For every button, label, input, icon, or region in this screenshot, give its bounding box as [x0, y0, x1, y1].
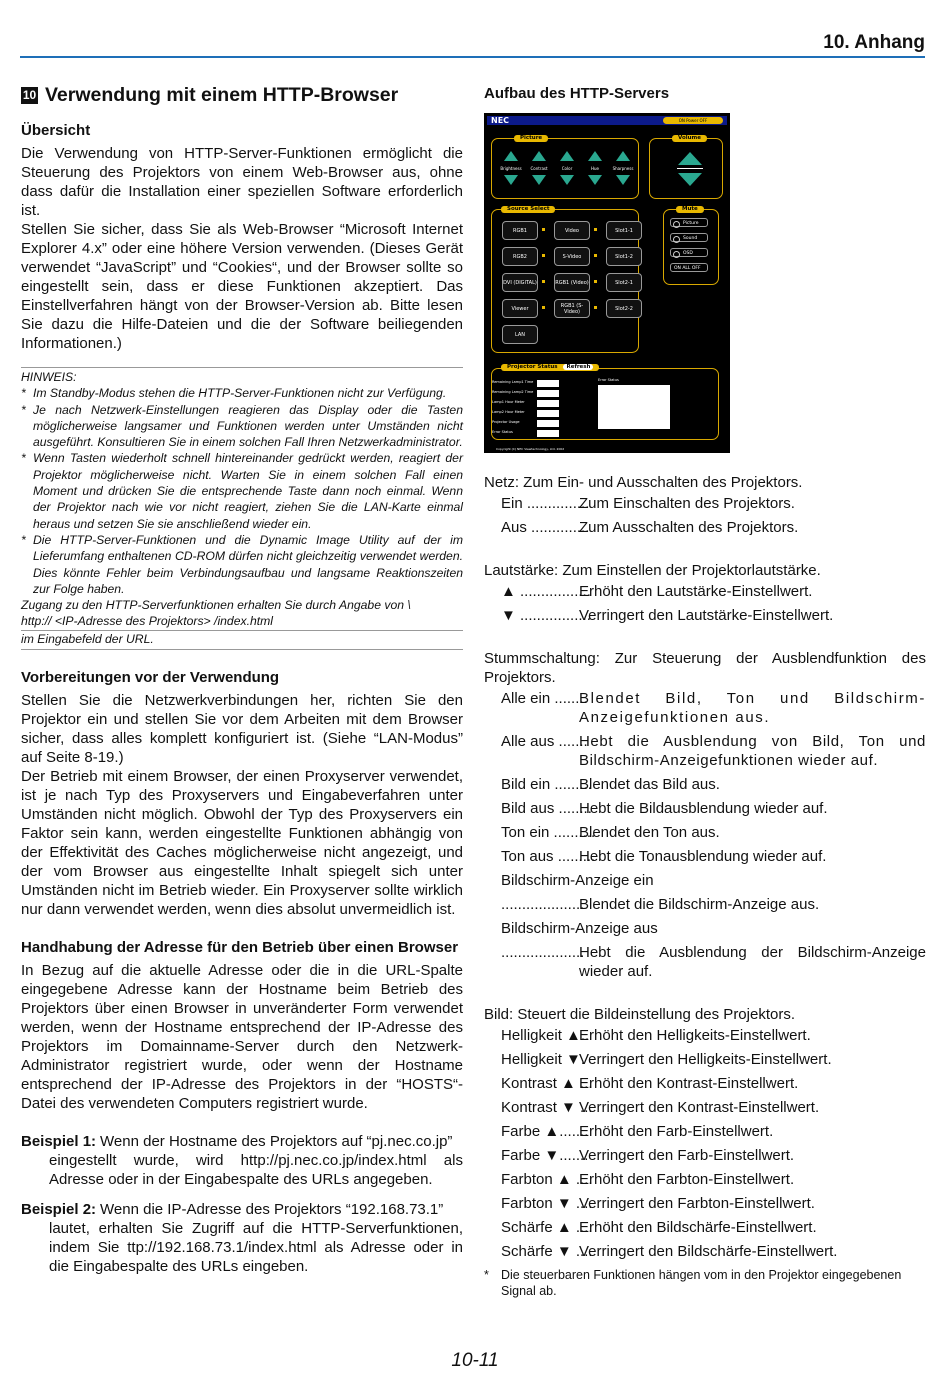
- picture-down-icon[interactable]: [588, 175, 602, 185]
- source-button[interactable]: DVI (DIGITAL): [502, 273, 538, 292]
- server-heading: Aufbau des HTTP-Servers: [484, 85, 670, 102]
- volume-up-icon[interactable]: [678, 152, 702, 165]
- mute-intro: Stummschaltung: Zur Steuerung der Ausblendfunktion des Projektors.: [484, 650, 926, 686]
- volume-block: [484, 561, 926, 625]
- source-button[interactable]: S-Video: [554, 247, 590, 266]
- picture-up-icon[interactable]: [560, 151, 574, 161]
- source-button[interactable]: RGB1 (Video): [554, 273, 590, 292]
- status-row: Error Status: [492, 430, 562, 438]
- picture-row: Farbton ▼ .... Verringert den Farbton-Einstellwert.: [501, 1195, 815, 1212]
- status-tag: Projector Status Refresh: [501, 364, 599, 371]
- picture-control-label: Contrast: [530, 166, 548, 171]
- source-button[interactable]: Viewer: [502, 299, 538, 318]
- example-2: [21, 1200, 463, 1219]
- status-row: Projector Usage: [492, 420, 562, 428]
- mute-button[interactable]: Picture: [670, 218, 708, 227]
- osd-off-label: Bildschirm-Anzeige aus: [501, 920, 658, 937]
- picture-block: [484, 1005, 926, 1299]
- example-2-text: lautet, erhalten Sie Zugriff auf die HTTP-Serverfunktionen, indem Sie ttp://192.168.73.1/index.html als Adresse oder in die Eingabespalte des URLs eingeben.: [49, 1220, 463, 1276]
- source-button[interactable]: RGB1: [502, 221, 538, 240]
- picture-row: Helligkeit ▼. Verringert den Helligkeits-Einstellwert.: [501, 1051, 832, 1068]
- picture-up-icon[interactable]: [588, 151, 602, 161]
- nec-logo: NEC: [491, 116, 510, 125]
- section-title-text: Verwendung mit einem HTTP-Browser: [45, 84, 399, 106]
- source-indicator: [594, 254, 597, 257]
- example-2-label: Beispiel 2:: [21, 1201, 97, 1219]
- net-intro: Netz: Zum Ein- und Ausschalten des Projektors.: [484, 474, 803, 491]
- volume-down-icon[interactable]: [678, 173, 702, 186]
- address-heading: Handhabung der Adresse für den Betrieb über einen Browser: [21, 939, 459, 957]
- source-indicator: [542, 254, 545, 257]
- status-field: [537, 410, 559, 417]
- note-access-line-1: Zugang zu den HTTP-Serverfunktionen erhalten Sie durch Angabe von \: [21, 598, 411, 613]
- example-2-line: Wenn die IP-Adresse des Projektors “192.168.73.1”: [100, 1201, 444, 1219]
- overview-para-1: Die Verwendung von HTTP-Server-Funktionen ermöglicht die Steuerung des Projektors von einem Web-Browser aus, ohne dass dafür die Installation einer speziellen Software erforderlich ist.: [21, 145, 463, 219]
- source-button[interactable]: Slot1-1: [606, 221, 642, 240]
- right-column: [484, 84, 926, 1299]
- picture-control-label: Brightness: [500, 166, 522, 171]
- net-row: Ein ............... Zum Einschalten des Projektors.: [501, 495, 795, 512]
- mute-row: Bild aus ........ Hebt die Bildausblendung wieder auf.: [501, 800, 828, 817]
- chapter-title: 10. Anhang: [823, 32, 925, 53]
- source-button[interactable]: Slot2-2: [606, 299, 642, 318]
- source-button[interactable]: Slot1-2: [606, 247, 642, 266]
- note-item: * Wenn Tasten wiederholt schnell hintereinander gedrückt werden, reagiert der Projektor möglicherweise nicht. Warten Sie in einem solchen Fall einen Moment und drücken Sie die entsprechende Taste dann noch einmal. Wenn der Projektor nach wie vor nicht reagiert, ziehen Sie die LAN-Karte einmal heraus und setzen Sie sie anschließend wieder ein.: [21, 451, 463, 531]
- status-field: [537, 430, 559, 437]
- picture-down-icon[interactable]: [616, 175, 630, 185]
- status-row: Lamp1 Hour Meter: [492, 400, 562, 408]
- picture-intro: Bild: Steuert die Bildeinstellung des Projektors.: [484, 1006, 796, 1023]
- prep-para-1: Stellen Sie die Netzwerkverbindungen her, richten Sie den Projektor ein und stellen Sie vor dem Arbeiten mit dem Browser sicher, dass alles komplett konfiguriert ist. (Siehe “LAN-Modus” auf Seite 8-19.): [21, 692, 463, 767]
- note-box: [21, 367, 463, 650]
- mute-row: Ton ein .......... Blendet den Ton aus.: [501, 824, 720, 841]
- radio-icon: [673, 236, 680, 243]
- example-1-label: Beispiel 1:: [21, 1133, 97, 1151]
- source-indicator: [594, 306, 597, 309]
- picture-down-icon[interactable]: [560, 175, 574, 185]
- note-item: * Im Standby-Modus stehen die HTTP-Server-Funktionen nicht zur Verfügung.: [21, 386, 447, 401]
- mute-button[interactable]: OSD: [670, 248, 708, 257]
- source-indicator: [594, 280, 597, 283]
- net-block: [484, 473, 926, 537]
- picture-down-icon[interactable]: [532, 175, 546, 185]
- volume-tag: Volume: [672, 135, 707, 142]
- mute-row: Alle aus ....... Hebt die Ausblendung von Bild, Ton und Bildschirm-Anzeigefunktionen wieder auf.: [501, 733, 926, 769]
- source-button[interactable]: Video: [554, 221, 590, 240]
- picture-control-label: Sharpness: [612, 166, 634, 171]
- volume-row: ▼ ................. Verringert den Lautstärke-Einstellwert.: [501, 607, 834, 624]
- mute-tag: Mute: [676, 206, 704, 213]
- mute-all-toggle[interactable]: ON ALL OFF: [670, 263, 708, 272]
- mute-row: .................... Hebt die Ausblendung der Bildschirm-Anzeige wieder auf.: [501, 944, 926, 980]
- picture-row: Farbe ▲....... Erhöht den Farb-Einstellwert.: [501, 1123, 774, 1140]
- picture-row: Schärfe ▼ .... Verringert den Bildschärfe-Einstellwert.: [501, 1243, 838, 1260]
- status-row: Remaining Lamp2 Time: [492, 390, 562, 398]
- source-button[interactable]: Slot2-1: [606, 273, 642, 292]
- picture-row: Kontrast ▼ ... Verringert den Kontrast-Einstellwert.: [501, 1099, 820, 1116]
- mute-row: .................... Blendet die Bildschirm-Anzeige aus.: [501, 896, 820, 913]
- example-1-text: eingestellt wurde, wird http://pj.nec.co.jp/index.html als Adresse oder in der Eingabespalte des URLs angegeben.: [49, 1152, 463, 1189]
- source-button[interactable]: RGB1 (S-Video): [554, 299, 590, 318]
- note-access-line-3: im Eingabefeld der URL.: [21, 630, 463, 647]
- picture-down-icon[interactable]: [504, 175, 518, 185]
- picture-row: Kontrast ▲ ... Erhöht den Kontrast-Einstellwert.: [501, 1075, 799, 1092]
- error-status-label: Error Status: [598, 378, 619, 382]
- source-button[interactable]: RGB2: [502, 247, 538, 266]
- panel-copyright: Copyright (C) NEC Viewtechnology, Ltd. 2002: [496, 447, 565, 451]
- picture-up-icon[interactable]: [504, 151, 518, 161]
- panel-titlebar: [487, 116, 727, 125]
- picture-up-icon[interactable]: [532, 151, 546, 161]
- mute-button[interactable]: Sound: [670, 233, 708, 242]
- picture-row: Schärfe ▲ .... Erhöht den Bildschärfe-Einstellwert.: [501, 1219, 817, 1236]
- status-row: Remaining Lamp1 Time: [492, 380, 562, 388]
- mute-row: Bild ein ......... Blendet das Bild aus.: [501, 776, 720, 793]
- status-row: Lamp2 Hour Meter: [492, 410, 562, 418]
- source-indicator: [542, 306, 545, 309]
- osd-on-label: Bildschirm-Anzeige ein: [501, 872, 654, 889]
- http-server-screenshot: [484, 113, 730, 453]
- prep-para-2: Der Betrieb mit einem Browser, der einen Proxyserver verwendet, ist je nach Typ des Proxyservers und Eingabeverfahren unter Umständen nicht möglich. Obwohl der Typ des Proxyservers ein Faktor sein kann, werden eingestellte Funktionen abhängig von der Effektivität des Caches möglicherweise nicht angezeigt, und der vom Browser aus eingestellte Inhalt spiegelt sich unter Umständen nicht im Betrieb wieder. Ein Proxyserver sollte wirklich nur dann verwendet werden, wenn dies absolut unvermeidlich ist.: [21, 768, 463, 919]
- left-column: [21, 84, 463, 1276]
- net-row: Aus .............. Zum Ausschalten des Projektors.: [501, 519, 799, 536]
- source-indicator: [594, 228, 597, 231]
- mute-block: [484, 649, 926, 981]
- source-select-tag: Source Select: [501, 206, 555, 213]
- mute-row: Alle ein ........ Blendet Bild, Ton und Bildschirm-Anzeigefunktionen aus.: [501, 690, 926, 726]
- power-toggle[interactable]: ON Power OFF: [663, 117, 723, 124]
- mute-row: Ton aus ......... Hebt die Tonausblendung wieder auf.: [501, 848, 827, 865]
- note-access-line-2: http:// <IP-Adresse des Projektors> /index.html: [21, 614, 273, 629]
- source-indicator: [542, 228, 545, 231]
- address-para: In Bezug auf die aktuelle Adresse oder die in die URL-Spalte eingegebene Adresse kann der Hostname beim Betrieb des Projektors über einen Browser in unveränderter Form verwendet werden, wenn der Hostname entsprechend der IP-Adresse des Projektors im Domainname-Server durch den Netzwerk-Administrator registriert wurde, oder wenn der Hostname entsprechend der IP-Adresse des Projektors in der “HOSTS“-Datei des verwendeten Computers registriert wurde.: [21, 962, 463, 1113]
- prep-heading: Vorbereitungen vor der Verwendung: [21, 669, 280, 687]
- picture-footnote: * Die steuerbaren Funktionen hängen vom in den Projektor eingegebenen Signal ab.: [484, 1268, 902, 1298]
- status-field: [537, 420, 559, 427]
- radio-icon: [673, 251, 680, 258]
- note-heading: HINWEIS:: [21, 370, 77, 384]
- picture-control-label: Hue: [590, 166, 599, 171]
- section-number-icon: 10: [22, 88, 37, 102]
- volume-intro: Lautstärke: Zum Einstellen der Projektorlautstärke.: [484, 562, 821, 579]
- example-1-line: Wenn der Hostname des Projektors auf “pj.nec.co.jp”: [100, 1133, 453, 1151]
- source-button[interactable]: LAN: [502, 325, 538, 344]
- picture-tag: Picture: [514, 135, 548, 142]
- section-title: [21, 84, 463, 107]
- picture-row: Helligkeit ▲.. Erhöht den Helligkeits-Einstellwert.: [501, 1027, 811, 1044]
- note-item: * Die HTTP-Server-Funktionen und die Dynamic Image Utility auf der im Lieferumfang enthaltenen CD-ROM dürfen nicht gleichzeitig verwendet werden. Dies könnte Fehler beim Verbindungsaufbau und langsame Reaktionszeiten zur Folge haben.: [21, 532, 463, 596]
- header-rule: [20, 56, 925, 58]
- error-status-box: [598, 385, 670, 429]
- picture-up-icon[interactable]: [616, 151, 630, 161]
- picture-row: Farbton ▲ .... Erhöht den Farbton-Einstellwert.: [501, 1171, 795, 1188]
- radio-icon: [673, 221, 680, 228]
- picture-row: Farbe ▼....... Verringert den Farb-Einstellwert.: [501, 1147, 795, 1164]
- page-number: 10-11: [451, 1350, 499, 1371]
- refresh-button[interactable]: Refresh: [563, 364, 593, 370]
- example-1: [21, 1132, 463, 1151]
- source-indicator: [542, 280, 545, 283]
- status-field: [537, 380, 559, 387]
- note-item: * Je nach Netzwerk-Einstellungen reagieren das Display oder die Tasten möglicherweise langsamer und Funktionen werden unter Umständen nicht ausgeführt. Konsultieren Sie in einem solchen Fall Ihren Netzwerkadministrator.: [21, 402, 463, 450]
- volume-row: ▲ ................. Erhöht den Lautstärke-Einstellwert.: [501, 583, 813, 600]
- status-field: [537, 390, 559, 397]
- status-field: [537, 400, 559, 407]
- overview-para-2: Stellen Sie sicher, dass Sie als Web-Browser “Microsoft Internet Explorer 4.x” oder eine höhere Version verwenden. (Dieses Gerät verwendet “JavaScript” und “Cookies“, und der Browser sollte so eingestellt sein, dass er diese Funktionen akzeptiert. Das Einstellverfahren hängt von der Browser-Version ab. Bitte lesen Sie dazu die Hilfe-Dateien und die der Software beiliegenden Informationen.): [21, 221, 463, 352]
- overview-heading: Übersicht: [21, 122, 91, 139]
- picture-control-label: Color: [561, 166, 573, 171]
